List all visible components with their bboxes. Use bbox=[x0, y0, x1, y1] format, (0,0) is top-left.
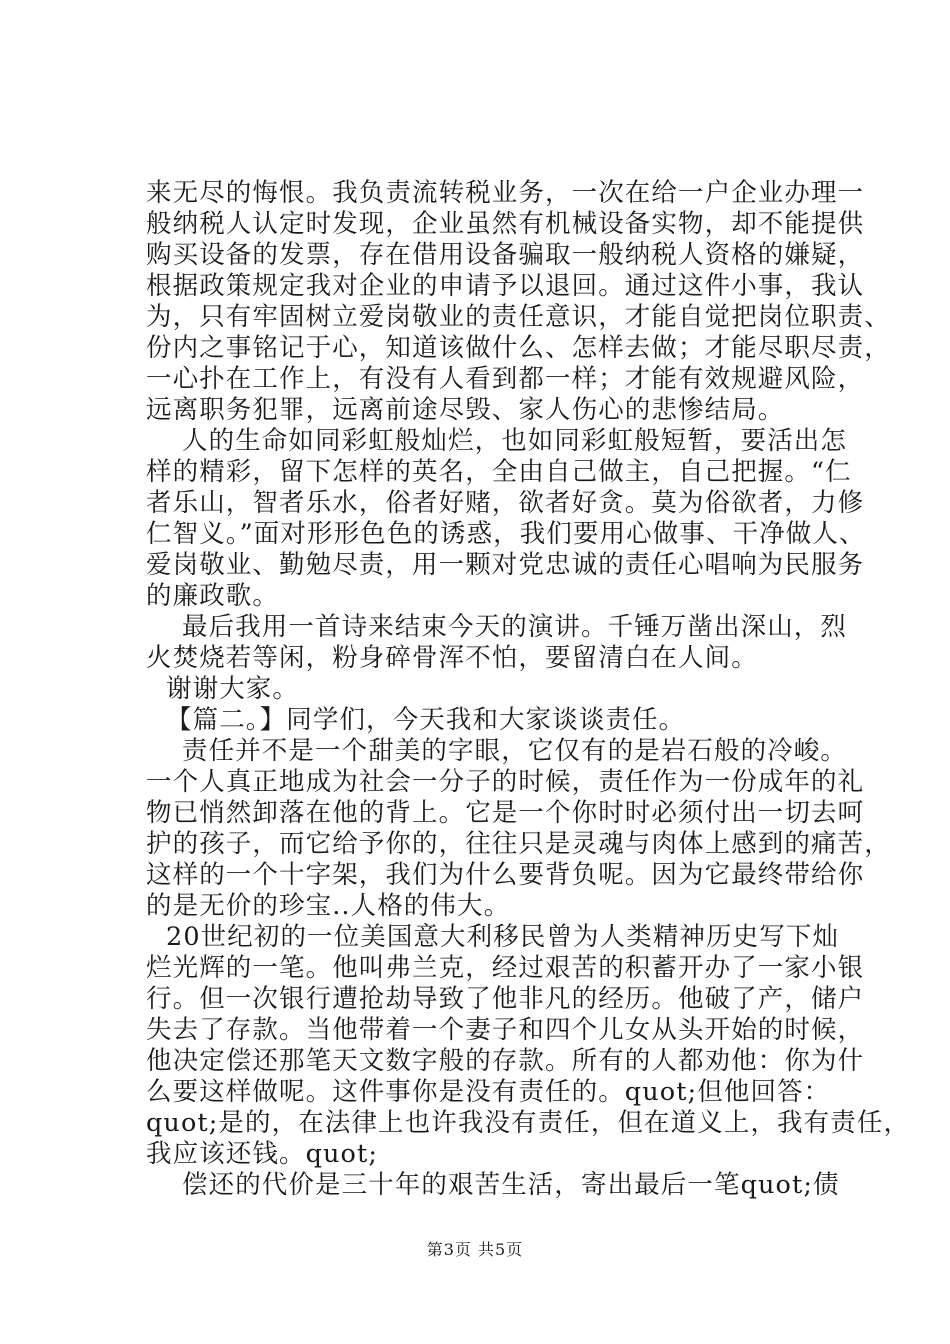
text-line: 远离职务犯罪，远离前途尽毁、家人伤心的悲惨结局。 bbox=[146, 395, 785, 425]
paragraph-start-line: 最后我用一首诗来结束今天的演讲。千锤万凿出深山，烈 bbox=[182, 612, 848, 642]
text-line: 物已悄然卸落在他的背上。它是一个你时时必须付出一切去呵 bbox=[146, 798, 865, 828]
text-line: 的廉政歌。 bbox=[146, 581, 280, 611]
text-line: 一心扑在工作上，有没有人看到都一样；才能有效规避风险， bbox=[146, 364, 865, 394]
section-heading-line: 【篇二。】同学们，今天我和大家谈谈责任。 bbox=[166, 705, 686, 735]
text-line: 行。但一次银行遭抢劫导致了他非凡的经历。他破了产，储户 bbox=[146, 984, 865, 1014]
page-number: 第3页 共5页 bbox=[426, 1240, 524, 1259]
text-line: 烂光辉的一笔。他叫弗兰克，经过艰苦的积蓄开办了一家小银 bbox=[146, 953, 865, 983]
text-line: 般纳税人认定时发现，企业虽然有机械设备实物，却不能提供 bbox=[146, 209, 865, 239]
text-line: 根据政策规定我对企业的申请予以退回。通过这件小事，我认 bbox=[146, 271, 865, 301]
text-line: 的是无价的珍宝..人格的伟大。 bbox=[146, 891, 511, 921]
text-line: 者乐山，智者乐水，俗者好赌，欲者好贪。莫为俗欲者，力修 bbox=[146, 488, 865, 518]
text-line: 为，只有牢固树立爱岗敬业的责任意识，才能自觉把岗位职责、 bbox=[146, 302, 891, 332]
text-line: 仁智义。”面对形形色色的诱惑，我们要用心做事、干净做人、 bbox=[146, 519, 866, 549]
text-line: 失去了存款。当他带着一个妻子和四个儿女从头开始的时候， bbox=[146, 1015, 865, 1045]
text-line: 购买设备的发票，存在借用设备骗取一般纳税人资格的嫌疑， bbox=[146, 240, 865, 270]
text-line: 火焚烧若等闲，粉身碎骨浑不怕，要留清白在人间。 bbox=[146, 643, 758, 673]
paragraph-start-line: 20世纪初的一位美国意大利移民曾为人类精神历史写下灿 bbox=[166, 922, 840, 952]
document-body bbox=[146, 178, 911, 1201]
text-line: 样的精彩，留下怎样的英名，全由自己做主，自己把握。“仁 bbox=[146, 457, 852, 487]
text-line: 爱岗敬业、勤勉尽责，用一颗对党忠诚的责任心唱响为民服务 bbox=[146, 550, 865, 580]
text-line: 一个人真正地成为社会一分子的时候，责任作为一份成年的礼 bbox=[146, 767, 865, 797]
text-line: 他决定偿还那笔天文数字般的存款。所有的人都劝他：你为什 bbox=[146, 1046, 865, 1076]
text-line: 这样的一个十字架，我们为什么要背负呢。因为它最终带给你 bbox=[146, 860, 865, 890]
paragraph-start-line: 偿还的代价是三十年的艰苦生活，寄出最后一笔quot;债 bbox=[182, 1170, 840, 1200]
text-line: 来无尽的悔恨。我负责流转税业务，一次在给一户企业办理一 bbox=[146, 178, 865, 208]
paragraph-start-line: 谢谢大家。 bbox=[166, 674, 300, 704]
paragraph-start-line: 责任并不是一个甜美的字眼，它仅有的是岩石般的冷峻。 bbox=[182, 736, 848, 766]
text-line: 护的孩子，而它给予你的，往往只是灵魂与肉体上感到的痛苦， bbox=[146, 829, 891, 859]
text-line: 我应该还钱。quot; bbox=[146, 1139, 379, 1169]
text-line: quot;是的，在法律上也许我没有责任，但在道义上，我有责任， bbox=[146, 1108, 911, 1138]
paragraph-start-line: 人的生命如同彩虹般灿烂，也如同彩虹般短暂，要活出怎 bbox=[182, 426, 848, 456]
text-line: 么要这样做呢。这件事你是没有责任的。quot;但他回答： bbox=[146, 1077, 831, 1107]
page-footer bbox=[0, 1239, 950, 1261]
text-line: 份内之事铭记于心，知道该做什么、怎样去做；才能尽职尽责， bbox=[146, 333, 891, 363]
